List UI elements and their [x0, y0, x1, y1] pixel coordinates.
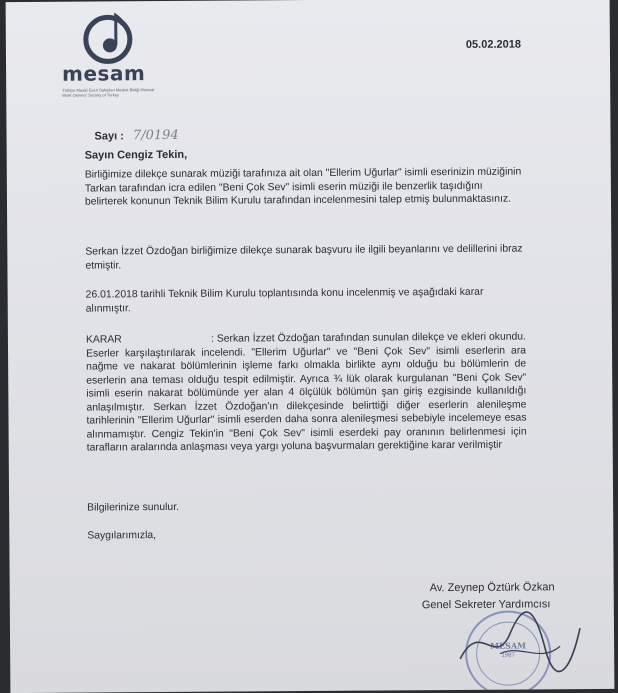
paragraph-defense: Serkan İzzet Özdoğan birliğimize dilekçe sunarak başvuru ile ilgili beyanlarını ve delillerini ibraz etmiştir.	[85, 243, 523, 272]
handwritten-signature	[450, 598, 591, 679]
paragraph-complaint: Birliğimize dilekçe sunarak müziği tarafınıza ait olan "Ellerim Uğurlar" isimli eserinizin müziğinin Tarkan tarafından icra edilen "Beni Çok Sev" isimli eserin müziği ile benzerlik taşıdığını belirterek konunun Teknik Bilim Kurulu tarafından incelenmesini talep etmiş bulunmaktasınız.	[84, 166, 522, 208]
paragraph-info: Bilgilerinize sunulur.	[87, 501, 180, 514]
music-note-icon	[78, 9, 138, 65]
paragraph-meeting: 26.01.2018 tarihli Teknik Bilim Kurulu toplantısında konu incelenmiş ve aşağıdaki karar alınmıştır.	[85, 286, 484, 315]
logo-wordmark: mesam	[62, 61, 146, 86]
mesam-logo	[56, 9, 166, 98]
paragraph-decision: KARAR : Serkan İzzet Özdoğan tarafından sunulan dilekçe ve ekleri okundu. Eserler karşılaştırılarak incelendi. "Ellerim Uğurlar" ve "Beni Çok Sev" isimli eserlerin ara nağme ve nakarat bölümlerinin işleme farkı olmakla birlikte aynı olduğu bu bölümlerin de eserlerin ana teması olduğu tespit edilmiştir. Ayrıca ¾ lük olarak kurgulanan "Beni Çok Sev" isimli eserin nakarat bölümünde yer alan 4 ölçülük bölümün şan giriş ezgisinde kullanıldığı anlaşılmıştır. Serkan İzzet Özdoğan'ın dilekçesinde belirttiği diğer eserlerin alenileşme tarihlerinin "Ellerim Uğurlar" isimli eserden daha sonra alenileşmesi sebebiyle incelemeye esas alınmamıştır. Cengiz Tekin'in "Beni Çok Sev" isimli eserdeki pay oranının belirlenmesi için tarafların aralarında anlaşması veya yargı yoluna başvurmaları gerektiğine karar verilmiştir	[85, 331, 530, 454]
letter-page	[6, 0, 615, 693]
letter-date: 05.02.2018	[465, 38, 522, 51]
signatory-title: Genel Sekreter Yardımcısı	[421, 598, 551, 612]
reference-label: Sayı :	[94, 130, 124, 143]
paragraph-closing: Saygılarımızla,	[87, 530, 157, 542]
reference-number	[94, 128, 178, 144]
signatory-name: Av. Zeynep Öztürk Özkan	[429, 581, 555, 595]
stamp-year: 1987	[501, 652, 515, 659]
logo-tagline: Türkiye Musiki Eseri Sahipleri Meslek Birliği Musical Work Owners' Society of Turkey	[62, 87, 155, 98]
stamp-text: MESAM	[490, 640, 527, 651]
salutation: Sayın Cengiz Tekin,	[84, 148, 188, 162]
reference-value: 7/0194	[132, 127, 179, 144]
